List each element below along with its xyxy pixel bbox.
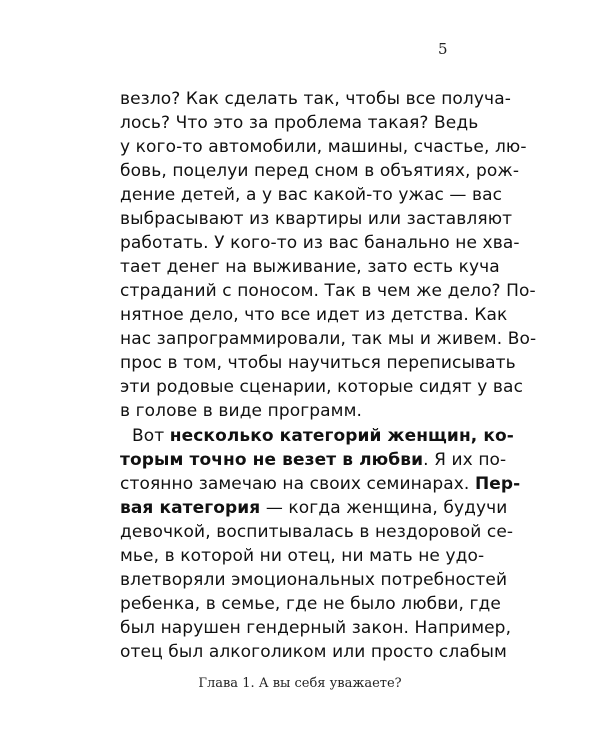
bold-text: Пер-: [474, 474, 521, 494]
text-line: [120, 448, 507, 472]
bold-text: несколько категорий женщин, ко-: [169, 426, 514, 446]
text-line: влетворяли эмоциональных потребностей: [120, 570, 508, 590]
text-line: [120, 424, 514, 448]
text-line: нятное дело, что все идет из детства. Как: [120, 305, 508, 325]
text-line: в голове в виде программ.: [120, 401, 363, 421]
text-line: эти родовые сценарии, которые сидят у вас: [120, 377, 524, 397]
text-line: дение детей, а у вас какой-то ужас — вас: [120, 185, 503, 205]
bold-text: торым точно не везет в любви: [120, 450, 424, 470]
text-line: девочкой, воспитывалась в нездоровой се-: [120, 522, 514, 542]
text-line: выбрасывают из квартиры или заставляют: [120, 209, 513, 229]
text-line: отец был алкоголиком или просто слабым: [120, 642, 507, 662]
running-footer: Глава 1. А вы себя уважаете?: [198, 676, 402, 691]
text-line: работать. У кого-то из вас банально не хва-: [120, 233, 520, 253]
text-line: нас запрограммировали, так мы и живем. Во-: [120, 329, 537, 349]
text-span: Вот: [132, 426, 170, 446]
text-line: был нарушен гендерный закон. Например,: [120, 618, 512, 638]
text-line: страданий с поносом. Так в чем же дело? По-: [120, 281, 536, 301]
page-number: 5: [438, 40, 448, 58]
text-span: стоянно замечаю на своих семинарах.: [120, 474, 470, 494]
text-line: у кого-то автомобили, машины, счастье, лю-: [120, 137, 527, 157]
text-span: . Я их по-: [423, 450, 507, 470]
text-line: бовь, поцелуи перед сном в объятиях, рож-: [120, 161, 520, 181]
text-line: мье, в которой ни отец, ни мать не удо-: [120, 546, 485, 566]
text-line: тает денег на выживание, зато есть куча: [120, 257, 500, 277]
text-line: лось? Что это за проблема такая? Ведь: [120, 113, 479, 133]
text-line: ребенка, в семье, где не было любви, где: [120, 594, 501, 614]
bold-text: вая категория: [120, 498, 261, 518]
text-line: везло? Как сделать так, чтобы все получа-: [120, 89, 511, 109]
text-line: [120, 496, 508, 520]
text-line: [120, 472, 521, 496]
text-line: прос в том, чтобы научиться переписывать: [120, 353, 516, 373]
text-span: — когда женщина, будучи: [260, 498, 508, 518]
